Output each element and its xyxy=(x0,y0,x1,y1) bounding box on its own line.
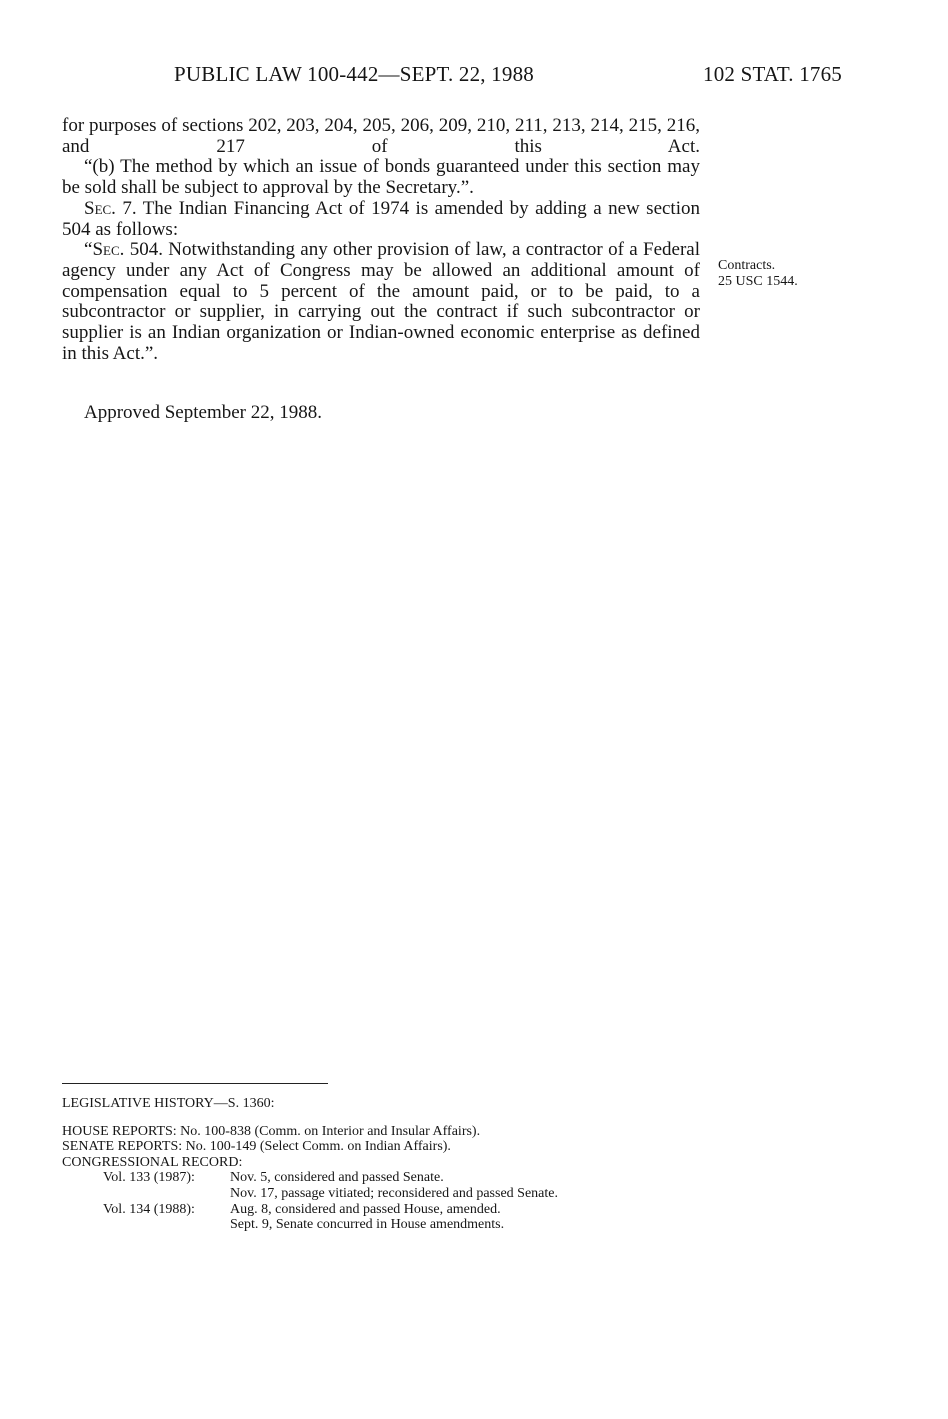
vol-133-entry-2: Nov. 17, passage vitiated; reconsidered and passed Senate. xyxy=(230,1185,558,1201)
section-7-text: 7. The Indian Financing Act of 1974 is amended by adding a new section 504 as follows: xyxy=(62,197,700,240)
open-quote: “ xyxy=(84,239,93,261)
margin-note xyxy=(718,258,798,290)
vol-134-entry-1: Aug. 8, considered and passed House, amended. xyxy=(230,1201,501,1217)
page-header xyxy=(62,62,842,92)
section-abbrev: Sec. xyxy=(84,197,116,219)
margin-note-citation: 25 USC 1544. xyxy=(718,274,798,289)
margin-note-topic: Contracts. xyxy=(718,258,776,273)
vol-133-entry-1: Nov. 5, considered and passed Senate. xyxy=(230,1170,444,1186)
section-504-text: 504. Notwithstanding any other provision of law, a contractor of a Federal agency under any Act of Congress may be allowed an additional amount of compensation equal to 5 percent of the amount paid, or to be paid, to a subcontractor or supplier, in carrying out the contract if such subcontractor or supplier is an Indian organization or Indian-owned economic enterprise as defined in this Act.”. xyxy=(62,239,700,364)
statute-body xyxy=(62,116,700,364)
paragraph-section-7 xyxy=(62,199,700,240)
record-vol-134-entry xyxy=(62,1202,682,1218)
vol-134-label: Vol. 134 (1988): xyxy=(103,1201,195,1217)
section-abbrev: Sec. xyxy=(92,239,125,261)
approval-date: Approved September 22, 1988. xyxy=(84,402,322,423)
vol-133-label: Vol. 133 (1987): xyxy=(103,1170,195,1186)
vol-134-entry-2: Sept. 9, Senate concurred in House amendments. xyxy=(230,1217,505,1233)
law-title: PUBLIC LAW 100-442—SEPT. 22, 1988 xyxy=(174,62,534,86)
history-heading: LEGISLATIVE HISTORY—S. 1360: xyxy=(62,1096,275,1111)
statute-page-number: 102 STAT. 1765 xyxy=(703,62,842,86)
legislative-history xyxy=(62,1096,682,1233)
house-reports: HOUSE REPORTS: No. 100-838 (Comm. on Interior and Insular Affairs). xyxy=(62,1123,481,1139)
congressional-record-heading: CONGRESSIONAL RECORD: xyxy=(62,1154,243,1170)
paragraph-continuation: for purposes of sections 202, 203, 204, 205, 206, 209, 210, 211, 213, 214, 215, 216, and 217 of this Act. xyxy=(62,115,700,157)
paragraph-section-504 xyxy=(62,240,700,364)
senate-reports: SENATE REPORTS: No. 100-149 (Select Comm. on Indian Affairs). xyxy=(62,1139,451,1155)
paragraph-subsection-b: “(b) The method by which an issue of bonds guaranteed under this section may be sold shall be subject to approval by the Secretary.”. xyxy=(62,156,700,199)
footnote-divider xyxy=(62,1083,328,1084)
record-vol-133-entry xyxy=(62,1170,682,1186)
